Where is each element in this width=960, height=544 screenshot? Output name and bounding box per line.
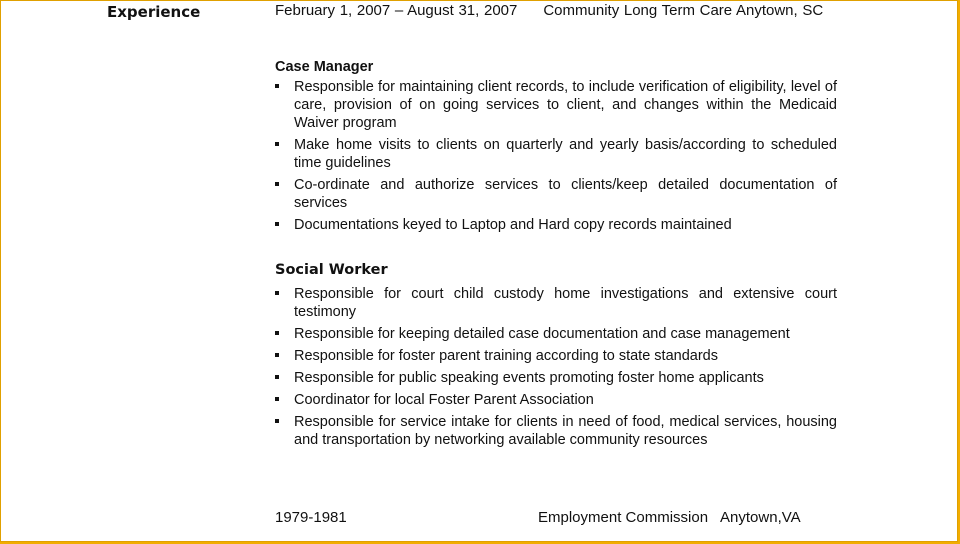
role-title-social-worker: Social Worker <box>275 262 388 278</box>
experience-heading: Experience <box>107 3 201 21</box>
list-item: Documentations keyed to Laptop and Hard copy records maintained <box>275 216 837 234</box>
bullet-icon <box>275 397 279 401</box>
job2-header <box>538 509 801 527</box>
bullet-icon <box>275 142 279 146</box>
list-item: Responsible for maintaining client records, to include verification of eligibility, level of care, provision of on going services to client, and changes within the Medicaid Waiver program <box>275 78 837 132</box>
job1-header <box>275 2 835 20</box>
list-item: Co-ordinate and authorize services to clients/keep detailed documentation of services <box>275 176 837 212</box>
list-item: Responsible for keeping detailed case documentation and case management <box>275 325 837 343</box>
list-item: Responsible for service intake for clients in need of food, medical services, housing and transportation by networking available community resources <box>275 413 837 449</box>
bullet-icon <box>275 182 279 186</box>
bullet-icon <box>275 353 279 357</box>
list-item: Coordinator for local Foster Parent Association <box>275 391 837 409</box>
job2-years: 1979-1981 <box>275 509 347 526</box>
list-item: Responsible for public speaking events promoting foster home applicants <box>275 369 837 387</box>
bullet-icon <box>275 419 279 423</box>
job1-dates: February 1, 2007 – August 31, 2007 <box>275 2 518 19</box>
list-item: Make home visits to clients on quarterly and yearly basis/according to scheduled time guidelines <box>275 136 837 172</box>
bullet-icon <box>275 291 279 295</box>
case-manager-duties <box>275 78 837 238</box>
job2-employer: Employment Commission <box>538 509 709 526</box>
bullet-icon <box>275 331 279 335</box>
social-worker-duties <box>275 285 837 453</box>
bullet-icon <box>275 84 279 88</box>
bullet-icon <box>275 222 279 226</box>
job1-employer: Community Long Term Care Anytown, SC <box>543 2 824 19</box>
list-item: Responsible for court child custody home investigations and extensive court testimony <box>275 285 837 321</box>
list-item: Responsible for foster parent training according to state standards <box>275 347 837 365</box>
bullet-icon <box>275 375 279 379</box>
job2-location: Anytown,VA <box>720 509 801 526</box>
role-title-case-manager: Case Manager <box>275 59 374 75</box>
